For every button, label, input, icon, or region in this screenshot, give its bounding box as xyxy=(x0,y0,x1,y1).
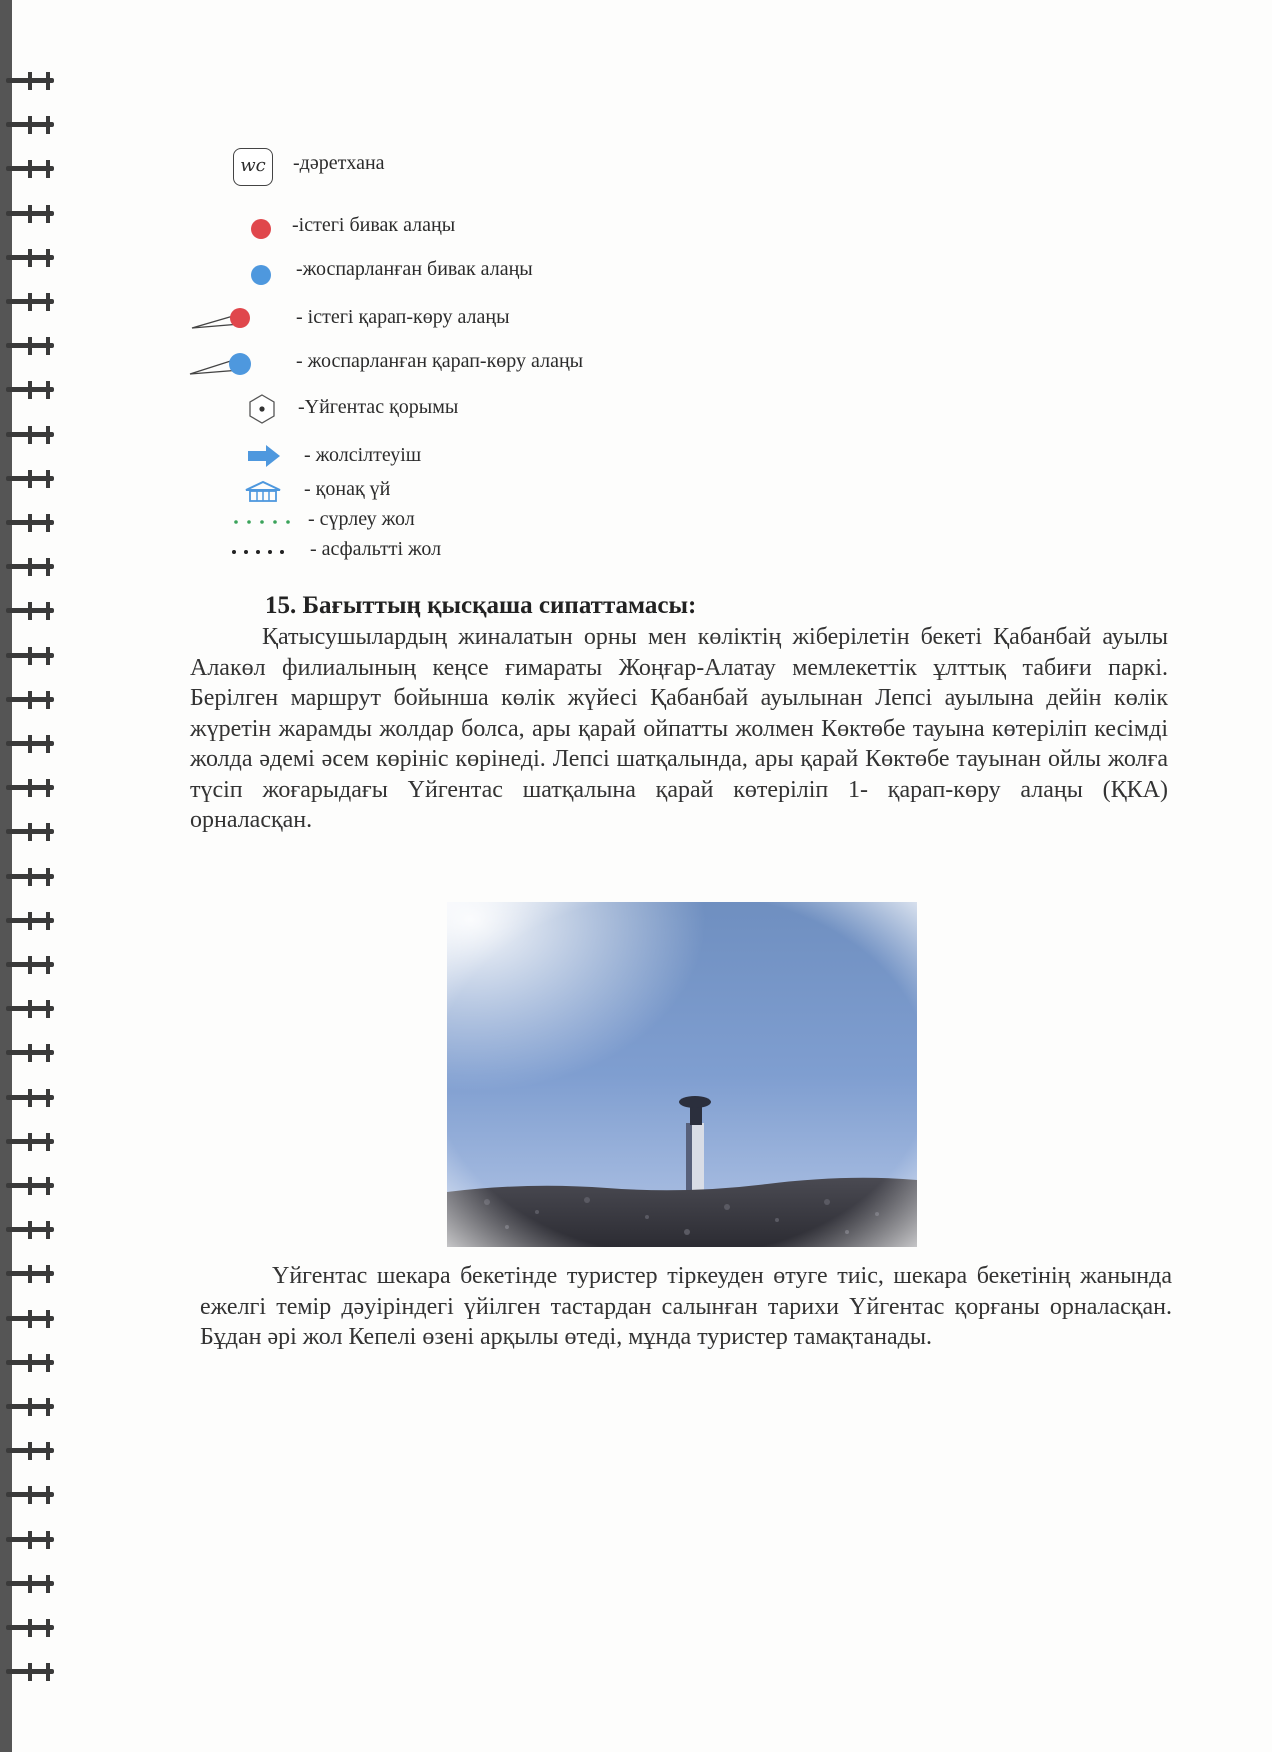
house-icon xyxy=(243,479,283,503)
spiral-binding xyxy=(0,0,62,1752)
binding-coil xyxy=(6,1573,56,1595)
binding-coil xyxy=(6,689,56,711)
legend-label: - сүрлеу жол xyxy=(308,508,415,530)
binding-coil xyxy=(6,424,56,446)
legend-label: -істегі бивак алаңы xyxy=(292,214,456,236)
binding-coil xyxy=(6,1219,56,1241)
binding-coil xyxy=(6,512,56,534)
binding-coil xyxy=(6,1087,56,1109)
binding-coil xyxy=(6,1440,56,1462)
binding-coil xyxy=(6,203,56,225)
binding-coil xyxy=(6,1484,56,1506)
binding-coil xyxy=(6,645,56,667)
binding-coil xyxy=(6,954,56,976)
red-dot-icon xyxy=(251,219,271,239)
binding-coil xyxy=(6,1175,56,1197)
arrow-right-icon xyxy=(246,444,282,468)
description-paragraph-2: Үйгентас шекара бекетінде туристер тіркеуден өтуге тиіс, шекара бекетінің жанында ежелгі темір дәуіріндегі үйілген тастардан салынған тарихи Үйгентас қорғаны орналасқан. Бұдан әрі жол Кепелі өзені арқылы өтеді, мұнда туристер тамақтанады. xyxy=(200,1263,1172,1350)
binding-coil xyxy=(6,1263,56,1285)
binding-coil xyxy=(6,1308,56,1330)
section-heading: 15. Бағыттың қысқаша сипаттамасы: xyxy=(265,592,697,619)
binding-coil xyxy=(6,379,56,401)
binding-coil xyxy=(6,556,56,578)
binding-coil xyxy=(6,600,56,622)
red-viewpoint-icon xyxy=(188,302,268,336)
legend-label: -жоспарланған бивак алаңы xyxy=(296,258,533,280)
blue-dot-icon xyxy=(251,265,271,285)
binding-coil xyxy=(6,247,56,269)
binding-coil xyxy=(6,733,56,755)
binding-coil xyxy=(6,70,56,92)
binding-coil xyxy=(6,1617,56,1639)
binding-coil xyxy=(6,1042,56,1064)
hexagon-dot-icon xyxy=(247,393,277,425)
binding-coil xyxy=(6,291,56,313)
description-paragraph-1: Қатысушылардың жиналатын орны мен көліктің жіберілетін бекеті Қабанбай ауылы Алакөл филиалының кеңсе ғимараты Жоңғар-Алатау мемлекеттік ұлттық табиғи паркі. Берілген маршрут бойынша көлік жүйесі Қабанбай ауылынан Лепсі ауылына дейін көлік жүретін жарамды жолдар болса, ары қарай ойпатты жолмен Көктөбе тауына көтеріліп кесімді жолда әдемі әсем көрініс көрінеді. Лепсі шатқалында, ары қарай Көктөбе тауынан ойлы жолға түсіп жоғарыдағы Үйгентас шатқалына қарай көтеріліп 1- қарап-көру алаңы (ҚКА) орналасқан. xyxy=(190,624,1168,833)
binding-coil xyxy=(6,335,56,357)
legend-label: - жолсілтеуіш xyxy=(304,444,422,466)
border-post-photo xyxy=(447,902,917,1247)
legend-label: -дәретхана xyxy=(293,152,385,174)
binding-coil xyxy=(6,1529,56,1551)
legend-label: - асфальтті жол xyxy=(310,538,442,560)
binding-coil xyxy=(6,821,56,843)
legend-label: - қонақ үй xyxy=(304,478,391,500)
binding-coil xyxy=(6,114,56,136)
binding-coil xyxy=(6,1396,56,1418)
binding-coil xyxy=(6,158,56,180)
black-dotted-line-icon xyxy=(228,542,298,562)
legend-label: - жоспарланған қарап-көру алаңы xyxy=(296,350,584,372)
binding-coil xyxy=(6,1352,56,1374)
binding-coil xyxy=(6,1661,56,1683)
green-dotted-line-icon xyxy=(230,512,300,532)
blue-viewpoint-icon xyxy=(186,346,266,382)
binding-coil xyxy=(6,910,56,932)
binding-coil xyxy=(6,866,56,888)
wc-icon: wc xyxy=(233,148,273,186)
binding-coil xyxy=(6,468,56,490)
binding-coil xyxy=(6,1131,56,1153)
legend-label: -Үйгентас қорымы xyxy=(298,396,459,418)
binding-coil xyxy=(6,777,56,799)
legend-label: - істегі қарап-көру алаңы xyxy=(296,306,510,328)
binding-coil xyxy=(6,998,56,1020)
